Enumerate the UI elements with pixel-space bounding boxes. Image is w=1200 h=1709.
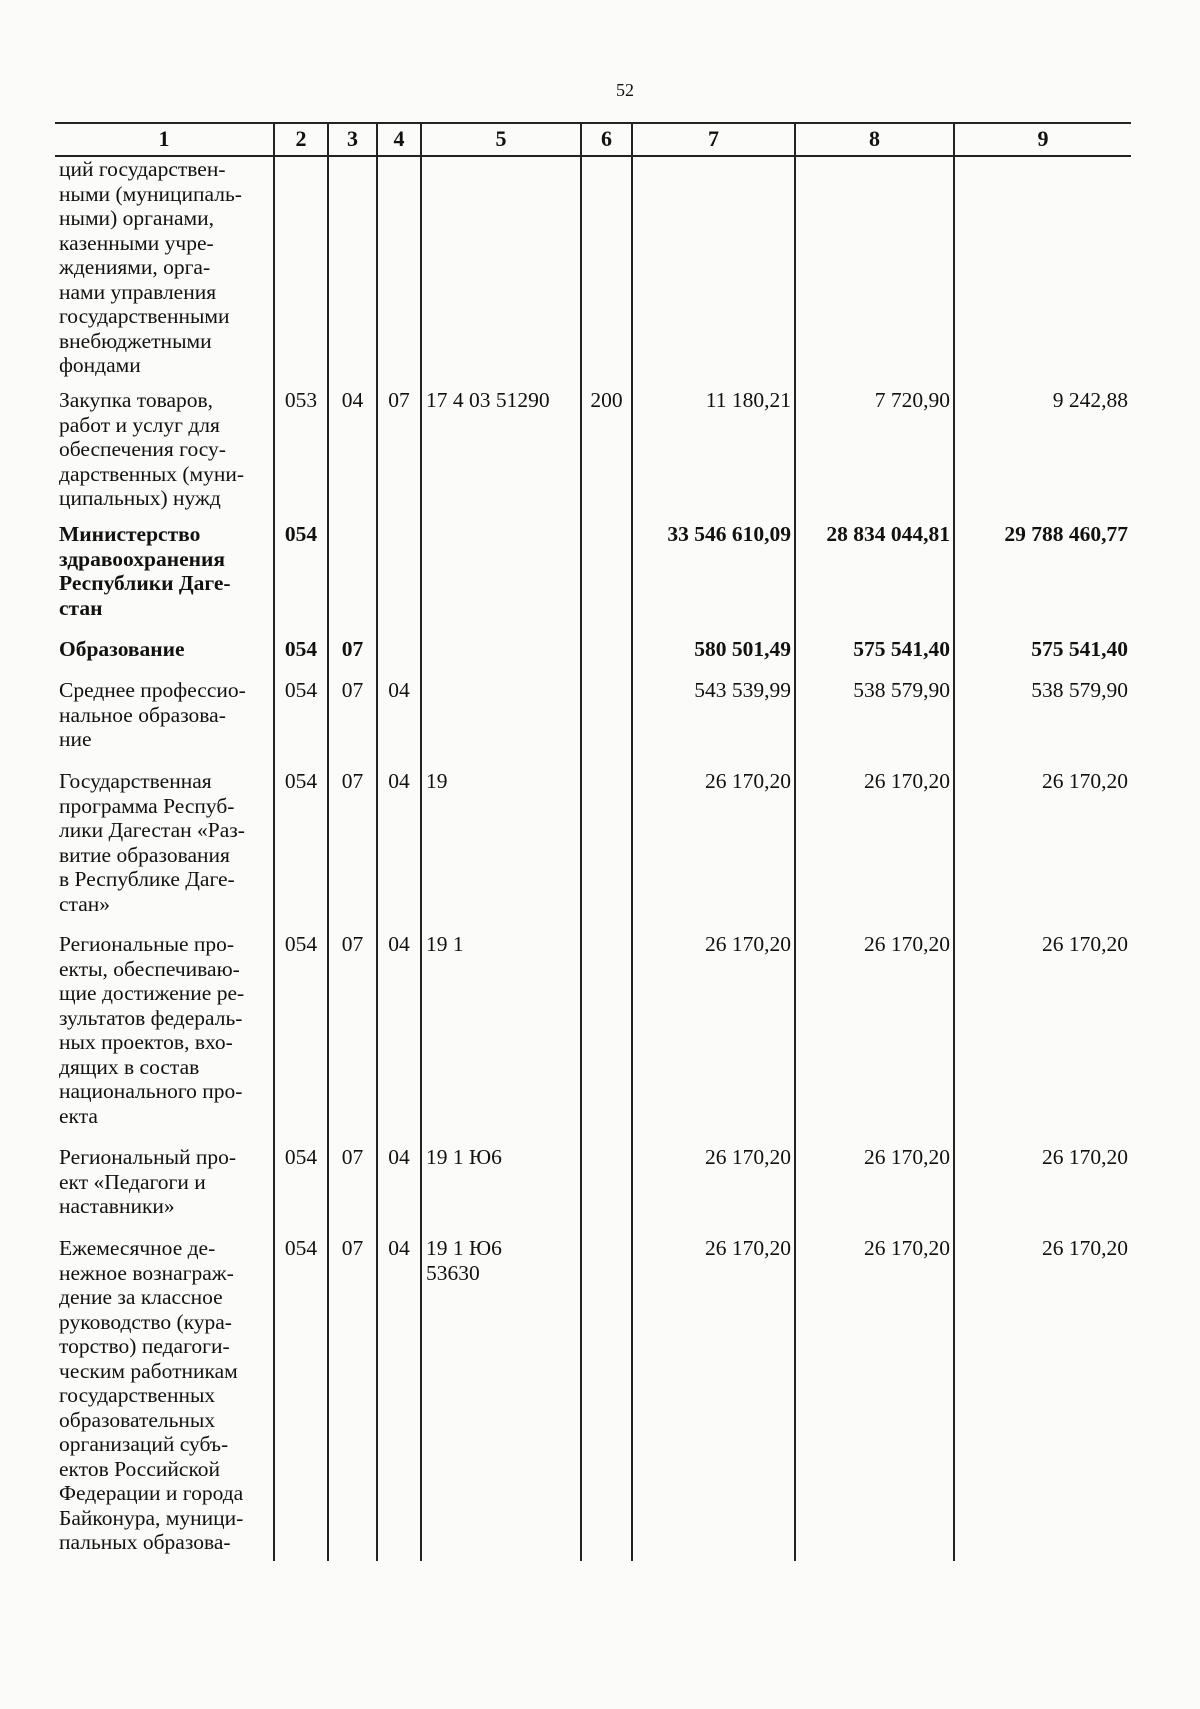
cell-amount-col8: 26 170,20 — [795, 932, 954, 1145]
cell-target-article: 19 1 Ю6 — [421, 1145, 581, 1236]
cell-section: 07 — [328, 637, 377, 678]
cell-amount-col9: 26 170,20 — [954, 769, 1131, 932]
cell-subsection — [377, 156, 421, 388]
column-header: 7 — [632, 123, 795, 156]
cell-subsection: 04 — [377, 678, 421, 769]
cell-section: 07 — [328, 769, 377, 932]
cell-expense-type — [581, 156, 632, 388]
cell-section — [328, 156, 377, 388]
cell-amount-col7: 26 170,20 — [632, 1236, 795, 1561]
cell-ministry-code: 054 — [274, 522, 328, 637]
row-name: Государственная программа Респуб- лики Дагестан «Раз- витие образования в Республике Даге- стан» — [59, 769, 245, 916]
row-name: Региональный про- ект «Педагоги и наставники» — [59, 1145, 237, 1218]
cell-section: 07 — [328, 1145, 377, 1236]
cell-ministry-code: 054 — [274, 1236, 328, 1561]
cell-subsection: 04 — [377, 769, 421, 932]
cell-expense-type — [581, 522, 632, 637]
cell-amount-col9: 26 170,20 — [954, 1145, 1131, 1236]
cell-ministry-code: 054 — [274, 1145, 328, 1236]
cell-section: 07 — [328, 932, 377, 1145]
column-header: 4 — [377, 123, 421, 156]
header-row — [55, 123, 1131, 156]
cell-section: 07 — [328, 678, 377, 769]
row-name: Среднее профессио- нальное образова- ние — [59, 678, 246, 751]
cell-amount-col8: 7 720,90 — [795, 388, 954, 522]
cell-amount-col7: 580 501,49 — [632, 637, 795, 678]
cell-subsection: 04 — [377, 932, 421, 1145]
table-row — [55, 156, 1131, 388]
cell-expense-type: 200 — [581, 388, 632, 522]
column-header: 5 — [421, 123, 581, 156]
cell-target-article — [421, 637, 581, 678]
cell-target-article: 19 — [421, 769, 581, 932]
cell-amount-col8: 575 541,40 — [795, 637, 954, 678]
cell-expense-type — [581, 678, 632, 769]
cell-amount-col8 — [795, 156, 954, 388]
cell-amount-col9: 26 170,20 — [954, 932, 1131, 1145]
row-name: ций государствен- ными (муниципаль- ными) органами, казенными учре- ждениями, орга- нами управления государственными внебюджетными фондами — [59, 157, 242, 377]
cell-amount-col9: 26 170,20 — [954, 1236, 1131, 1561]
cell-amount-col7: 26 170,20 — [632, 769, 795, 932]
cell-target-article — [421, 156, 581, 388]
cell-subsection — [377, 637, 421, 678]
cell-amount-col8: 538 579,90 — [795, 678, 954, 769]
row-name: Министерство здравоохранения Республики Даге- стан — [59, 522, 231, 620]
cell-amount-col7: 11 180,21 — [632, 388, 795, 522]
column-header: 8 — [795, 123, 954, 156]
cell-ministry-code: 053 — [274, 388, 328, 522]
cell-ministry-code: 054 — [274, 932, 328, 1145]
row-name: Закупка товаров, работ и услуг для обеспечения госу- дарственных (муни- ципальных) нужд — [59, 388, 245, 510]
cell-amount-col7: 26 170,20 — [632, 932, 795, 1145]
cell-amount-col9: 9 242,88 — [954, 388, 1131, 522]
table-row — [55, 637, 1131, 678]
cell-ministry-code — [274, 156, 328, 388]
cell-target-article: 17 4 03 51290 — [421, 388, 581, 522]
cell-amount-col8: 26 170,20 — [795, 1236, 954, 1561]
cell-subsection: 07 — [377, 388, 421, 522]
cell-expense-type — [581, 769, 632, 932]
row-name: Региональные про- екты, обеспечиваю- щие достижение ре- зультатов федераль- ных проектов, вхо- дящих в состав национального про- екта — [59, 932, 245, 1128]
cell-target-article — [421, 678, 581, 769]
cell-subsection — [377, 522, 421, 637]
cell-target-article: 19 1 Ю6 53630 — [421, 1236, 581, 1561]
cell-expense-type — [581, 637, 632, 678]
cell-amount-col8: 26 170,20 — [795, 769, 954, 932]
table-row — [55, 678, 1131, 769]
cell-amount-col8: 26 170,20 — [795, 1145, 954, 1236]
cell-amount-col9: 29 788 460,77 — [954, 522, 1131, 637]
column-header: 6 — [581, 123, 632, 156]
cell-expense-type — [581, 1236, 632, 1561]
table-row — [55, 1145, 1131, 1236]
table-row — [55, 769, 1131, 932]
cell-amount-col7: 26 170,20 — [632, 1145, 795, 1236]
cell-amount-col9: 575 541,40 — [954, 637, 1131, 678]
table-row — [55, 1236, 1131, 1561]
table-row — [55, 522, 1131, 637]
cell-section — [328, 522, 377, 637]
cell-amount-col9 — [954, 156, 1131, 388]
cell-subsection: 04 — [377, 1236, 421, 1561]
budget-table — [55, 122, 1131, 1561]
cell-amount-col8: 28 834 044,81 — [795, 522, 954, 637]
cell-amount-col9: 538 579,90 — [954, 678, 1131, 769]
cell-expense-type — [581, 1145, 632, 1236]
row-name: Образование — [59, 637, 185, 661]
table-row — [55, 388, 1131, 522]
cell-target-article — [421, 522, 581, 637]
cell-section: 07 — [328, 1236, 377, 1561]
cell-expense-type — [581, 932, 632, 1145]
cell-ministry-code: 054 — [274, 678, 328, 769]
column-header: 9 — [954, 123, 1131, 156]
table-row — [55, 932, 1131, 1145]
column-header: 3 — [328, 123, 377, 156]
cell-amount-col7: 543 539,99 — [632, 678, 795, 769]
column-header: 2 — [274, 123, 328, 156]
cell-target-article: 19 1 — [421, 932, 581, 1145]
column-header: 1 — [55, 123, 274, 156]
cell-ministry-code: 054 — [274, 769, 328, 932]
cell-section: 04 — [328, 388, 377, 522]
page-number: 52 — [616, 80, 634, 100]
row-name: Ежемесячное де- нежное вознаграж- дение за классное руководство (кура- торство) педагоги- ческим работникам государственных образовательных организаций субъ- ектов Российской Федерации и города Байконура, муници- пальных образова- — [59, 1236, 244, 1554]
cell-subsection: 04 — [377, 1145, 421, 1236]
cell-ministry-code: 054 — [274, 637, 328, 678]
cell-amount-col7: 33 546 610,09 — [632, 522, 795, 637]
cell-amount-col7 — [632, 156, 795, 388]
